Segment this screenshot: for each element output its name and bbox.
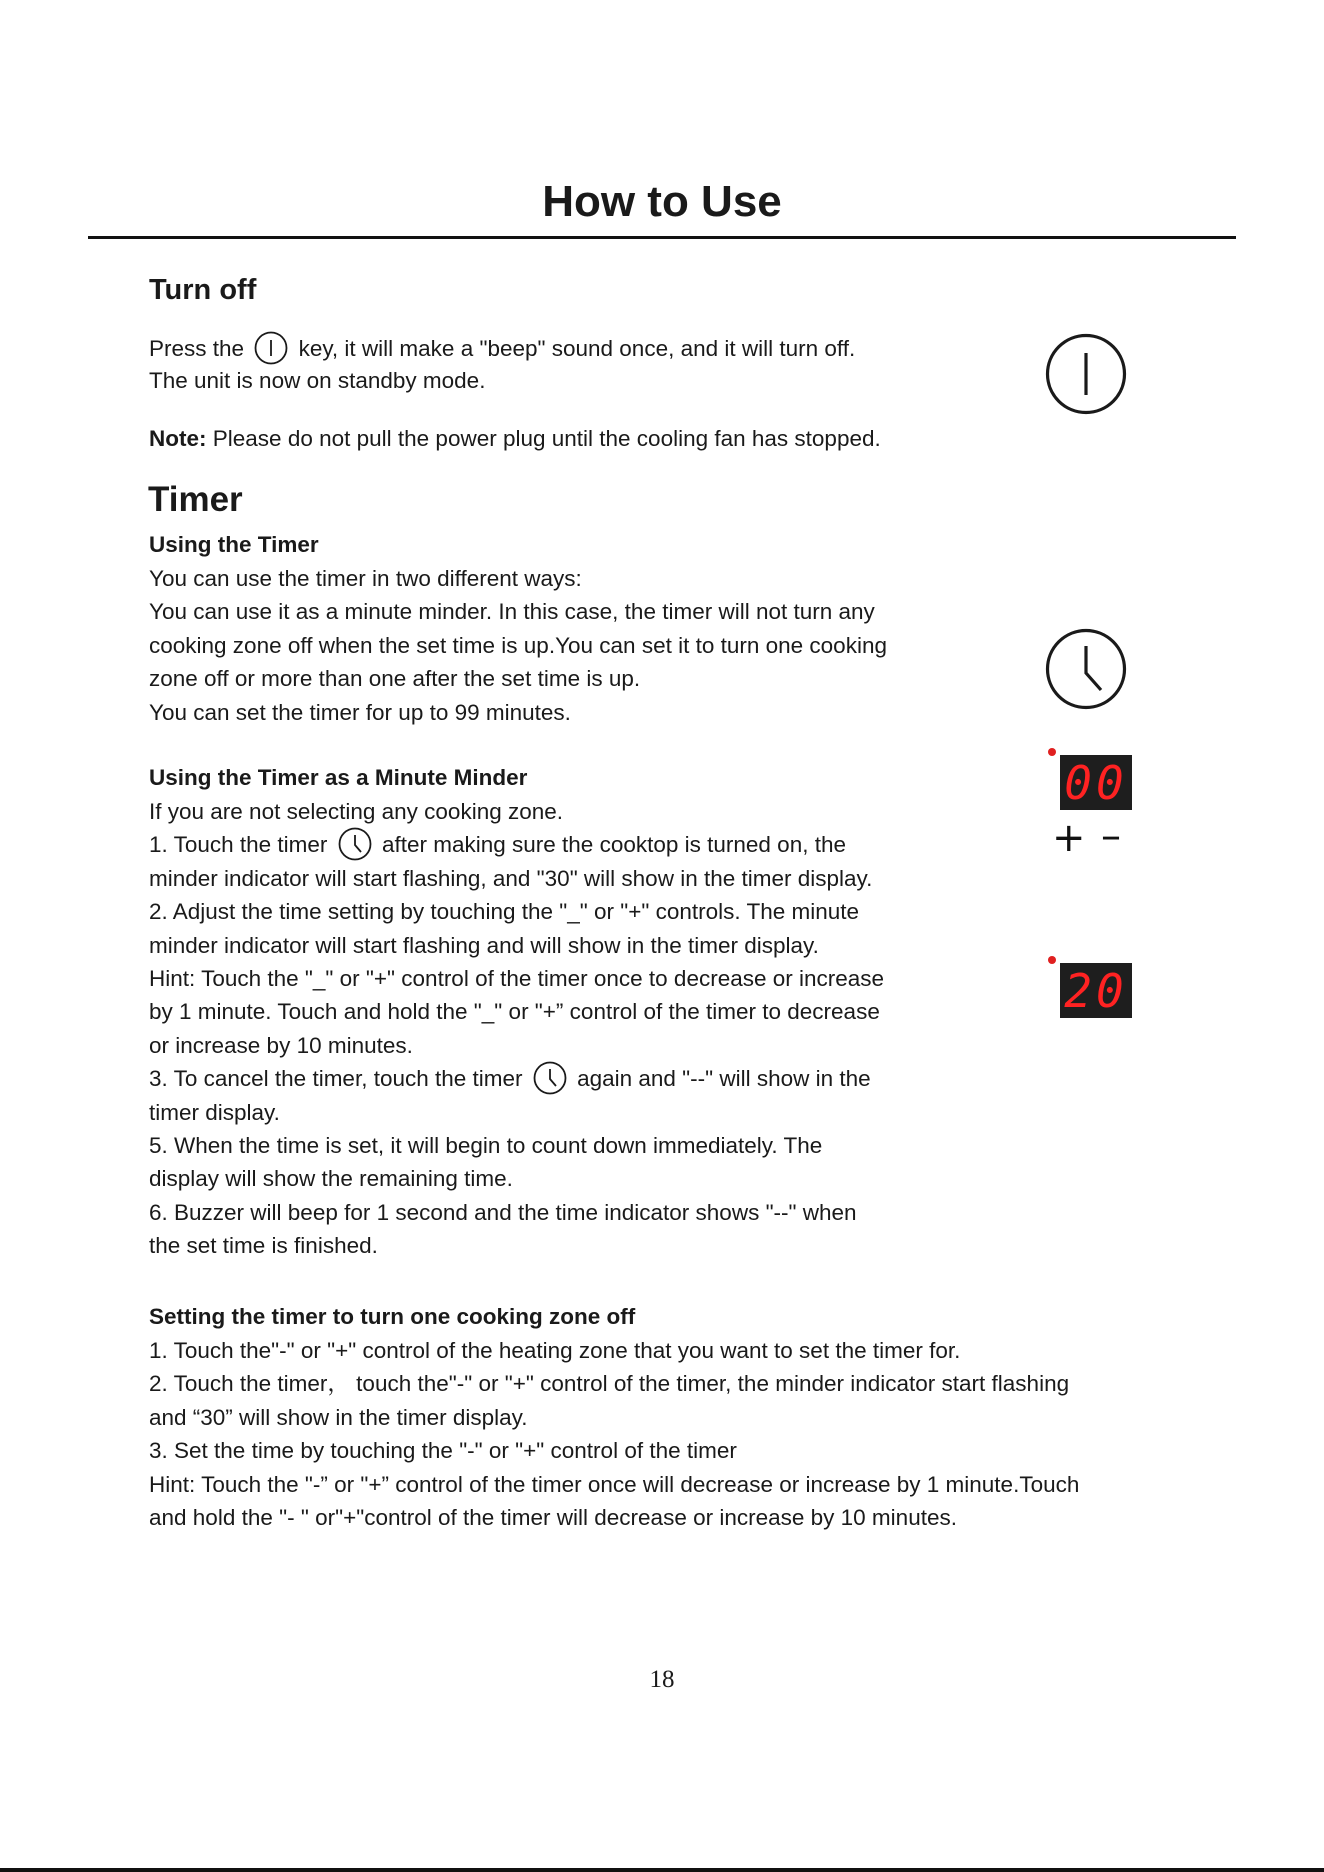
minute-minder-heading: Using the Timer as a Minute Minder <box>149 765 528 790</box>
minder-indicator-dot <box>1048 748 1056 756</box>
text-line: You can use it as a minute minder. In this case, the timer will not turn any <box>149 599 875 625</box>
bottom-divider <box>0 1868 1324 1872</box>
timer-display <box>1060 755 1132 810</box>
clock-icon <box>533 1061 567 1095</box>
text-line: the set time is finished. <box>149 1233 378 1259</box>
text-line: 5. When the time is set, it will begin to count down immediately. The <box>149 1132 823 1158</box>
turn-off-line-2: The unit is now on standby mode. <box>149 368 486 393</box>
power-icon <box>254 331 288 365</box>
text-line: minder indicator will start flashing, and "30" will show in the timer display. <box>149 865 873 891</box>
text-line: by 1 minute. Touch and hold the "_" or "+” control of the timer to decrease <box>149 999 880 1025</box>
text-line: Hint: Touch the "-” or "+” control of the timer once will decrease or increase by 1 minute.Touch <box>149 1471 1080 1497</box>
text-line: timer display. <box>149 1099 280 1125</box>
page-title: How to Use <box>542 177 782 226</box>
turn-off-line-1 <box>149 333 855 367</box>
text-line: 6. Buzzer will beep for 1 second and the time indicator shows "--" when <box>149 1199 857 1225</box>
minute-minder-body <box>149 795 884 1262</box>
page-number: 18 <box>649 1666 675 1693</box>
text-line: minder indicator will start flashing and will show in the timer display. <box>149 932 819 958</box>
note-label: Note: <box>149 426 207 451</box>
text-line <box>149 828 884 861</box>
power-icon <box>1045 333 1127 420</box>
text-line: and hold the "- " or"+"control of the timer will decrease or increase by 10 minutes. <box>149 1504 957 1530</box>
timer-display <box>1060 963 1132 1018</box>
turn-off-note <box>149 424 881 454</box>
plus-icon: + <box>1052 815 1086 861</box>
text-line: 1. Touch the"-" or "+" control of the heating zone that you want to set the timer for. <box>149 1338 961 1363</box>
using-timer-heading: Using the Timer <box>149 532 319 557</box>
one-zone-body <box>149 1334 1079 1534</box>
text-line: 2. Adjust the time setting by touching the "_" or "+" controls. The minute <box>149 899 860 925</box>
text-line: 3. Set the time by touching the "-" or "+" control of the timer <box>149 1438 737 1464</box>
text-line: display will show the remaining time. <box>149 1166 513 1192</box>
text-segment: 1. Touch the timer <box>149 832 328 858</box>
one-zone-heading: Setting the timer to turn one cooking zone off <box>149 1304 636 1329</box>
text-line <box>149 1062 884 1095</box>
text-line: 2. Touch the timer， touch the"-" or "+" control of the timer, the minder indicator start flashing <box>149 1371 1070 1397</box>
text-line: zone off or more than one after the set time is up. <box>149 666 641 692</box>
minus-icon: – <box>1101 813 1121 859</box>
note-text: Please do not pull the power plug until the cooling fan has stopped. <box>212 426 881 451</box>
clock-icon <box>338 827 372 861</box>
text-line: or increase by 10 minutes. <box>149 1032 413 1058</box>
text-line: Hint: Touch the "_" or "+" control of the timer once to decrease or increase <box>149 965 885 991</box>
title-divider <box>88 236 1236 239</box>
text-line: You can use the timer in two different ways: <box>149 566 582 591</box>
text-line: and “30” will show in the timer display. <box>149 1404 528 1430</box>
turn-off-line-1-pre: Press the <box>149 335 245 361</box>
clock-icon <box>1045 628 1127 715</box>
turn-off-line-1-post: key, it will make a "beep" sound once, and it will turn off. <box>298 335 856 361</box>
timer-heading: Timer <box>148 480 243 519</box>
timer-display-value: 00 <box>1064 755 1128 810</box>
text-segment: 3. To cancel the timer, touch the timer <box>149 1066 523 1092</box>
text-line: You can set the timer for up to 99 minutes. <box>149 699 571 725</box>
minder-indicator-dot <box>1048 956 1056 964</box>
turn-off-heading: Turn off <box>149 274 257 306</box>
using-timer-body <box>149 562 887 729</box>
text-segment: again and "--" will show in the <box>577 1066 871 1092</box>
timer-display-value: 20 <box>1064 963 1128 1018</box>
text-line: cooking zone off when the set time is up.You can set it to turn one cooking <box>149 632 887 658</box>
text-line: If you are not selecting any cooking zone. <box>149 799 564 824</box>
text-segment: after making sure the cooktop is turned on, the <box>381 832 846 858</box>
